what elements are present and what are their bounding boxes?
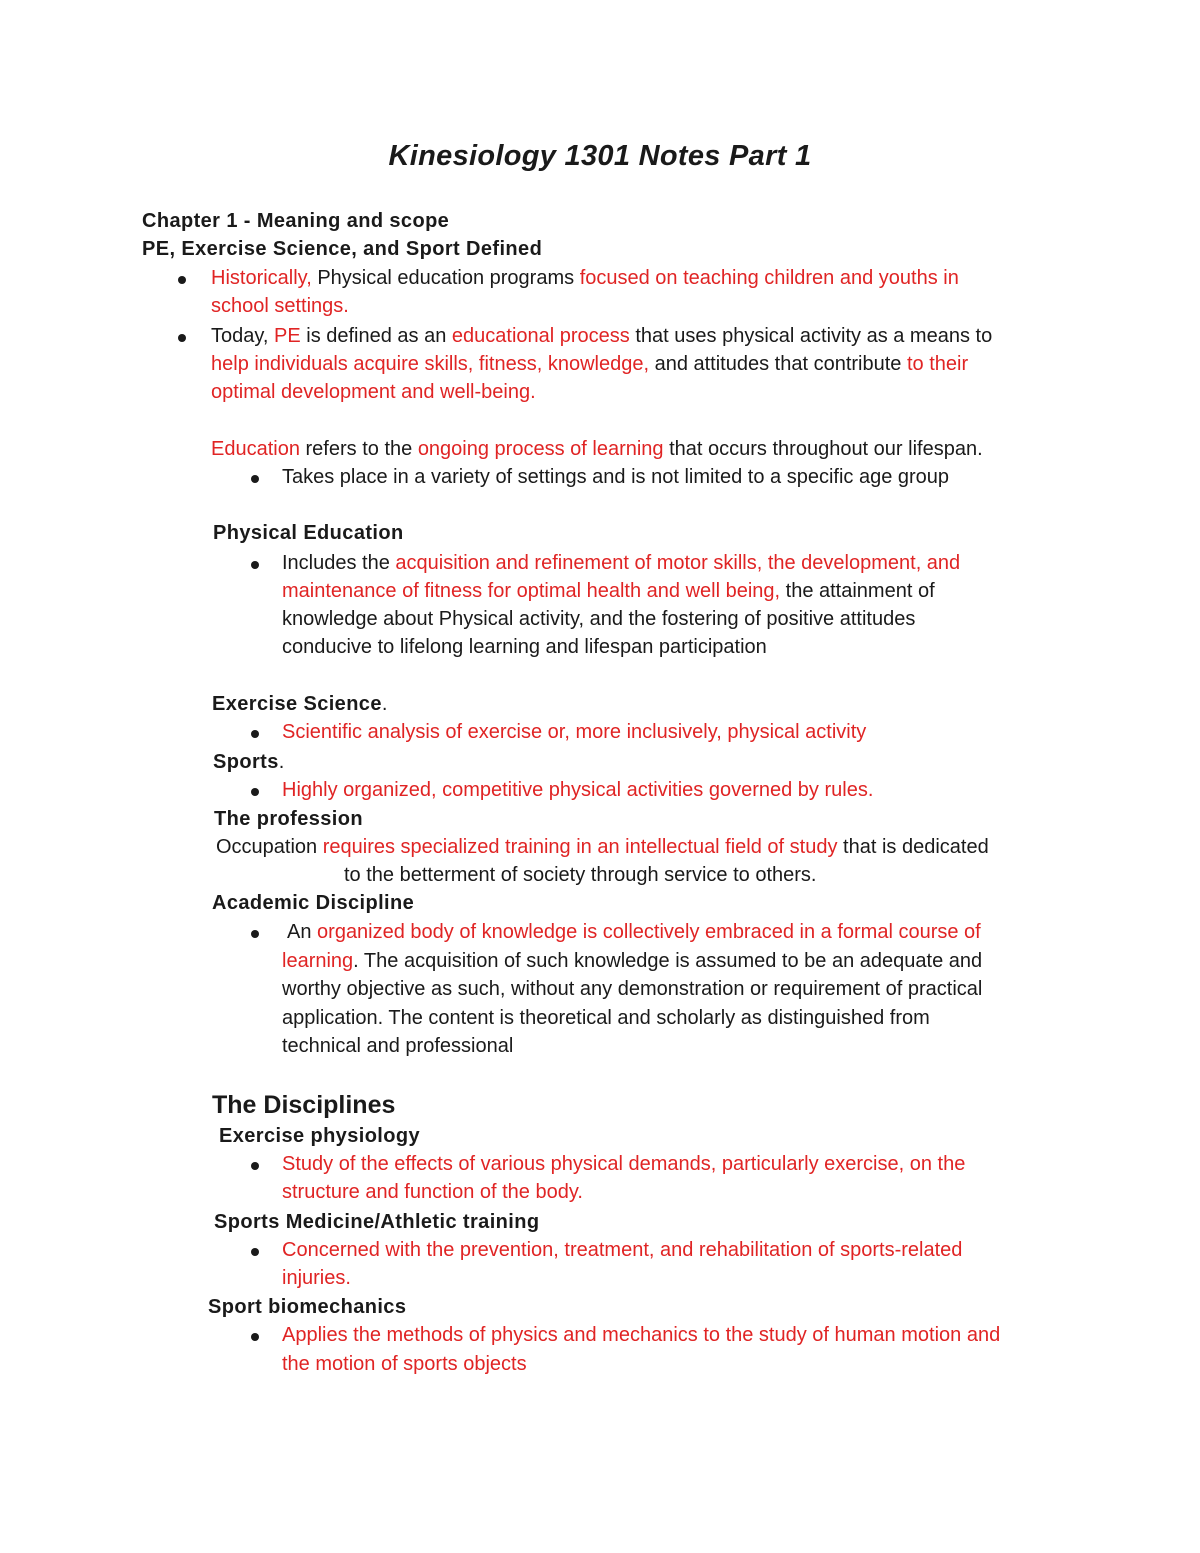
biomechanics-line-2: the motion of sports objects bbox=[282, 1353, 527, 1375]
bullet-icon bbox=[251, 1162, 259, 1170]
today-line-2 bbox=[211, 350, 968, 378]
pe-line-2 bbox=[282, 577, 935, 605]
disciplines-heading: The Disciplines bbox=[212, 1091, 396, 1119]
text-run: Physical education programs bbox=[311, 267, 580, 289]
text-run: that is dedicated bbox=[837, 836, 989, 858]
text-run: Includes the bbox=[282, 552, 396, 574]
chapter-heading: Chapter 1 - Meaning and scope bbox=[142, 210, 450, 232]
today-line-1 bbox=[211, 322, 992, 350]
education-definition bbox=[211, 435, 983, 463]
text-run: Today, bbox=[211, 325, 274, 347]
text-run: refers to the bbox=[299, 438, 418, 460]
text-run: ongoing process of learning bbox=[417, 438, 664, 460]
biomechanics-heading: Sport biomechanics bbox=[208, 1296, 407, 1318]
biomechanics-line-1: Applies the methods of physics and mechanics to the study of human motion and bbox=[282, 1324, 1001, 1346]
exercise-physiology-line-2: structure and function of the body. bbox=[282, 1181, 583, 1203]
bullet-icon bbox=[251, 475, 259, 483]
text-run: that uses physical activity as a means to bbox=[629, 325, 993, 347]
sports-medicine-heading: Sports Medicine/Athletic training bbox=[214, 1211, 540, 1233]
text-run: organized body of knowledge is collectively embraced in a formal course of bbox=[317, 921, 981, 943]
text-run: PE bbox=[274, 325, 301, 347]
sports-medicine-line-2: injuries. bbox=[282, 1267, 351, 1289]
profession-line-2: to the betterment of society through service to others. bbox=[344, 864, 817, 886]
exercise-science-heading-line bbox=[212, 690, 387, 718]
academic-heading: Academic Discipline bbox=[212, 892, 415, 914]
bullet-icon bbox=[251, 1248, 259, 1256]
text-run: is defined as an bbox=[300, 325, 452, 347]
document-title: Kinesiology 1301 Notes Part 1 bbox=[388, 140, 812, 172]
education-bullet: Takes place in a variety of settings and is not limited to a specific age group bbox=[282, 466, 950, 488]
historically-line-1 bbox=[211, 264, 959, 292]
sports-bullet: Highly organized, competitive physical activities governed by rules. bbox=[282, 779, 874, 801]
text-run: acquisition and refinement of motor skills, the development, and bbox=[395, 552, 961, 574]
pe-line-4: conducive to lifelong learning and lifespan participation bbox=[282, 636, 767, 658]
pe-defined-heading: PE, Exercise Science, and Sport Defined bbox=[142, 238, 543, 260]
text-run: Occupation bbox=[216, 836, 323, 858]
text-run: focused on teaching children and youths in bbox=[579, 267, 959, 289]
bullet-icon bbox=[251, 788, 259, 796]
text-run: requires specialized training in an intellectual field of study bbox=[322, 836, 838, 858]
profession-heading: The profession bbox=[214, 808, 363, 830]
text-run: that occurs throughout our lifespan. bbox=[663, 438, 983, 460]
bullet-icon bbox=[251, 730, 259, 738]
text-run: learning bbox=[282, 950, 354, 972]
bullet-icon bbox=[178, 276, 186, 284]
text-run: the attainment of bbox=[780, 580, 935, 602]
academic-line-4: application. The content is theoretical and scholarly as distinguished from bbox=[282, 1007, 930, 1029]
text-run: educational process bbox=[451, 325, 630, 347]
text-run: An bbox=[287, 921, 318, 943]
academic-line-5: technical and professional bbox=[282, 1035, 514, 1057]
exercise-physiology-line-1: Study of the effects of various physical demands, particularly exercise, on the bbox=[282, 1153, 966, 1175]
today-line-3: optimal development and well-being. bbox=[211, 381, 536, 403]
text-run: . bbox=[381, 693, 388, 715]
pe-line-3: knowledge about Physical activity, and the fostering of positive attitudes bbox=[282, 608, 916, 630]
academic-line-1 bbox=[287, 918, 981, 946]
academic-line-3: worthy objective as such, without any demonstration or requirement of practical bbox=[282, 978, 983, 1000]
exercise-science-heading: Exercise Science bbox=[212, 693, 382, 715]
sports-medicine-line-1: Concerned with the prevention, treatment, and rehabilitation of sports-related bbox=[282, 1239, 963, 1261]
bullet-icon bbox=[178, 334, 186, 342]
text-run: Historically, bbox=[211, 267, 312, 289]
text-run: . bbox=[278, 751, 285, 773]
exercise-science-bullet: Scientific analysis of exercise or, more inclusively, physical activity bbox=[282, 721, 867, 743]
text-run: help individuals acquire skills, fitness, knowledge, bbox=[211, 353, 650, 375]
bullet-icon bbox=[251, 930, 259, 938]
sports-heading-line bbox=[213, 748, 284, 776]
text-run: to their bbox=[906, 353, 969, 375]
text-run: . The acquisition of such knowledge is assumed to be an adequate and bbox=[353, 950, 983, 972]
exercise-physiology-heading: Exercise physiology bbox=[219, 1125, 421, 1147]
text-run: maintenance of fitness for optimal health and well being, bbox=[282, 580, 781, 602]
bullet-icon bbox=[251, 1333, 259, 1341]
physical-education-heading: Physical Education bbox=[213, 522, 404, 544]
pe-line-1 bbox=[282, 549, 960, 577]
text-run: and attitudes that contribute bbox=[649, 353, 907, 375]
bullet-icon bbox=[251, 561, 259, 569]
academic-line-2 bbox=[282, 947, 982, 975]
profession-line-1 bbox=[216, 833, 989, 861]
historically-line-2: school settings. bbox=[211, 295, 349, 317]
sports-heading: Sports bbox=[213, 751, 279, 773]
text-run: Education bbox=[211, 438, 300, 460]
